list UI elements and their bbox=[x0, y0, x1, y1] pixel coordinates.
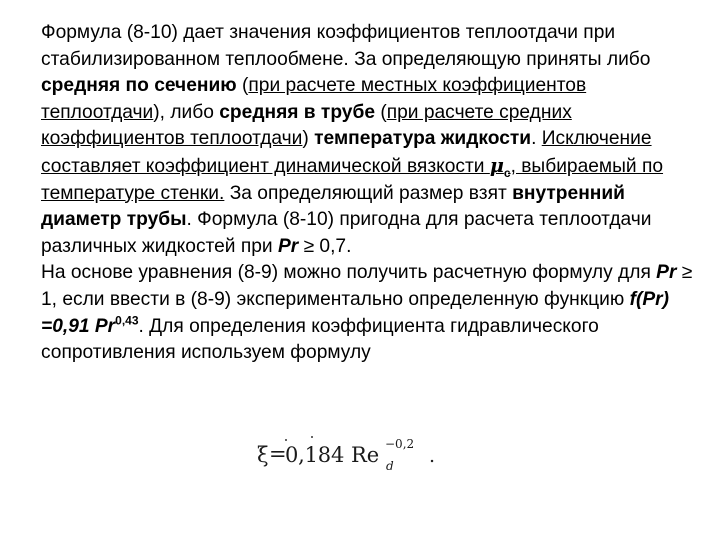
text-run: ( bbox=[375, 101, 387, 123]
text-run: За определяющий размер взят bbox=[224, 182, 513, 204]
formula-coefficient: 0,184 bbox=[285, 443, 345, 467]
formula-reynolds-symbol: Re bbox=[351, 443, 380, 467]
formula-subscript-d: d bbox=[386, 459, 394, 473]
text-run: . Для определения коэффициента гидравлического сопротивления используем формулу bbox=[41, 315, 599, 364]
bold-term-liquid-temperature: температура жидкости bbox=[314, 128, 532, 150]
prandtl-symbol: Pr bbox=[277, 235, 299, 257]
text-run: Формула (8-10) дает значения коэффициентов теплоотдачи при стабилизированном теплообмене. За определяющую приняты либо bbox=[41, 22, 651, 70]
paragraph-stabilized-heat-exchange bbox=[41, 20, 701, 260]
text-run: ≥ 0,7. bbox=[298, 235, 352, 257]
text-run: На основе уравнения (8-9) можно получить расчетную формулу для bbox=[41, 262, 657, 284]
text-run: ) bbox=[302, 128, 315, 150]
formula-exponent: −0,2 bbox=[385, 437, 415, 451]
mu-symbol: μ bbox=[489, 153, 504, 177]
underlined-average-coefficients: при расчете средних коэффициентов теплоотдачи bbox=[41, 101, 572, 150]
text-run: ( bbox=[236, 75, 249, 97]
scan-speck bbox=[311, 436, 313, 438]
friction-coefficient-formula bbox=[253, 432, 453, 478]
mu-subscript: c bbox=[503, 165, 511, 180]
function-f-pr: f(Pr) =0,91 Pr bbox=[41, 288, 670, 337]
text-run: . bbox=[531, 128, 542, 150]
text-run: ), либо bbox=[153, 101, 220, 123]
slide-text bbox=[41, 20, 701, 367]
underlined-local-coefficients: при расчете местных коэффициентов теплоотдачи bbox=[41, 75, 587, 123]
prandtl-symbol: Pr bbox=[656, 262, 677, 284]
text-run: Исключение составляет коэффициент динамической вязкости bbox=[41, 128, 652, 177]
bold-term-tube-average: средняя в трубе bbox=[219, 101, 375, 123]
scan-speck bbox=[285, 439, 287, 441]
formula-xi-symbol: ξ bbox=[257, 443, 269, 467]
text-run: , выбираемый по температуре стенки. bbox=[41, 155, 664, 204]
text-run: ≥ 1, если ввести в (8-9) экспериментально определенную функцию bbox=[41, 262, 693, 310]
paragraph-design-formula bbox=[41, 260, 701, 366]
bold-term-inner-diameter: внутренний диаметр трубы bbox=[41, 182, 625, 231]
text-run: . Формула (8-10) пригодна для расчета теплоотдачи различных жидкостей при bbox=[41, 209, 652, 257]
bold-term-section-average: средняя по сечению bbox=[41, 75, 237, 97]
formula-equals-sign: = bbox=[269, 442, 287, 466]
prandtl-exponent: 0,43 bbox=[115, 313, 139, 328]
formula-trailing-dot: . bbox=[429, 445, 436, 467]
